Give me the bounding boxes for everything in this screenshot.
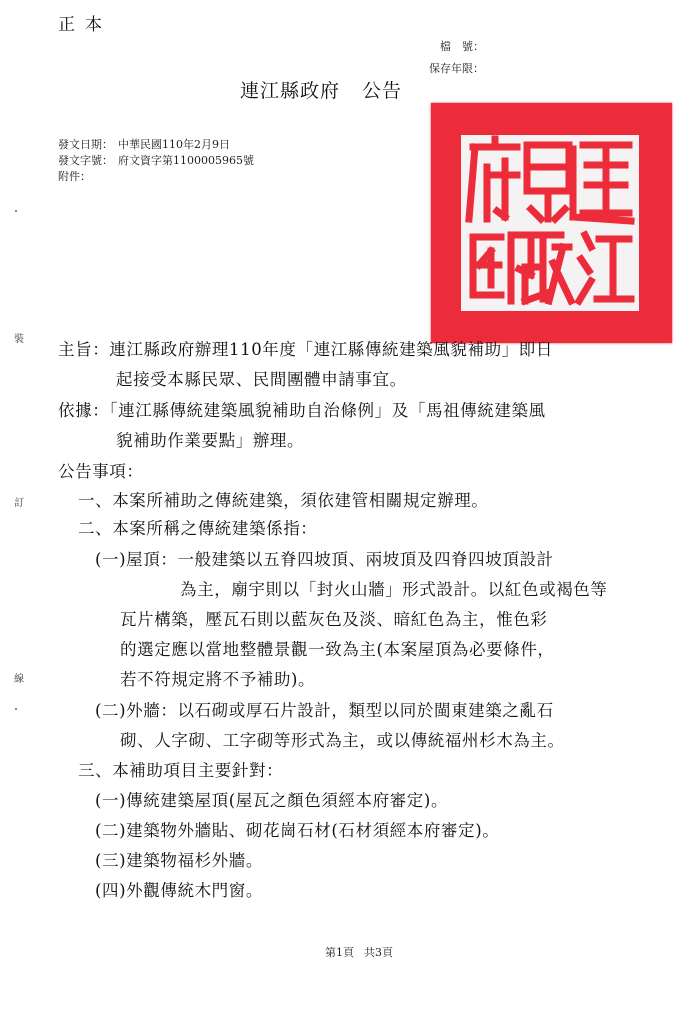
- copy-mark: 正本: [58, 15, 112, 35]
- file-number-label: 檔 號：: [440, 40, 484, 53]
- page-current: 第1頁: [325, 946, 354, 959]
- notice-item-3: 三、本補助項目主要針對：: [78, 761, 284, 780]
- notice-item-3-3: (三)建築物福杉外牆。: [95, 851, 263, 870]
- notice-item-2-1-line-4: 的選定應以當地整體景觀一致為主(本案屋頂為必要條件，: [120, 640, 555, 659]
- seal-glyphs-icon: [461, 135, 639, 311]
- notice-item-2-2-line-2: 砌、人字砌、工字砌等形式為主，或以傳統福州杉木為主。: [120, 731, 565, 750]
- notice-item-2-1-line-1: (一)屋頂：一般建築以五脊四坡頂、兩坡頂及四脊四坡頂設計: [95, 550, 554, 569]
- binding-mark-line: 線: [14, 674, 24, 685]
- official-seal: [431, 103, 672, 343]
- notice-item-2: 二、本案所稱之傳統建築係指：: [78, 519, 318, 538]
- issue-ref-value: 府文資字第1100005965號: [118, 154, 254, 167]
- edge-dot: [15, 210, 17, 212]
- binding-mark-bind: 裝: [14, 334, 24, 345]
- retention-field: [428, 60, 484, 76]
- edge-dot: [15, 708, 17, 710]
- page-number: [325, 944, 393, 960]
- notice-item-2-1-line-5: 若不符規定將不予補助)。: [120, 670, 316, 689]
- document-title: [240, 76, 402, 103]
- issue-ref: [58, 152, 254, 168]
- notice-item-1: 一、本案所補助之傳統建築，須依建管相關規定辦理。: [78, 491, 489, 510]
- notice-item-3-4: (四)外觀傳統木門窗。: [95, 881, 263, 900]
- attachment: [58, 168, 118, 184]
- issue-ref-label: 發文字號：: [58, 154, 113, 167]
- notice-item-2-2-line-1: (二)外牆：以石砌或厚石片設計，類型以同於閩東建築之亂石: [95, 701, 554, 720]
- title-kind: 公告: [362, 80, 403, 102]
- notice-item-3-2: (二)建築物外牆貼、砌花崗石材(石材須經本府審定)。: [95, 821, 500, 840]
- page-total: 共3頁: [364, 946, 393, 959]
- issue-date-value: 中華民國110年2月9日: [118, 138, 230, 151]
- binding-mark-staple: 訂: [14, 498, 24, 509]
- purpose-line-1: 主旨：連江縣政府辦理110年度「連江縣傳統建築風貌補助」即日: [58, 340, 553, 359]
- title-org: 連江縣政府: [240, 80, 341, 102]
- retention-label: 保存年限：: [429, 62, 484, 75]
- notice-heading: 公告事項：: [58, 462, 144, 481]
- notice-item-3-1: (一)傳統建築屋頂(屋瓦之顏色須經本府審定)。: [95, 791, 449, 810]
- issue-date-label: 發文日期：: [58, 138, 113, 151]
- notice-item-2-1-line-2: 為主，廟宇則以「封火山牆」形式設計。以紅色或褐色等: [180, 580, 608, 599]
- basis-line-1: 依據：「連江縣傳統建築風貌補助自治條例」及「馬祖傳統建築風: [58, 401, 546, 420]
- attachment-label: 附件：: [58, 170, 91, 183]
- purpose-line-2: 起接受本縣民眾、民間團體申請事宜。: [116, 370, 407, 389]
- file-number-field: [428, 38, 484, 54]
- issue-date: [58, 136, 230, 152]
- basis-line-2: 貌補助作業要點」辦理。: [116, 431, 305, 450]
- notice-item-2-1-line-3: 瓦片構築，壓瓦石則以藍灰色及淡、暗紅色為主，惟色彩: [120, 610, 548, 629]
